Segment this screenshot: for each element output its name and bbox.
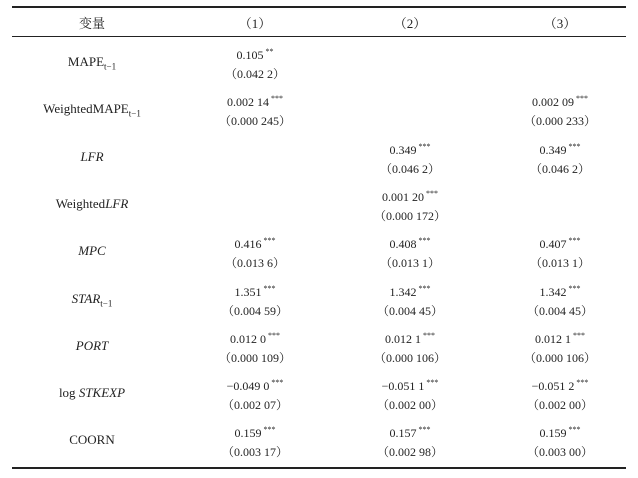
standard-error: （0.002 00） (376, 398, 443, 413)
cell-col-2 (335, 137, 485, 179)
cell-col-2 (335, 279, 485, 321)
significance-stars: *** (418, 425, 431, 435)
cell-col-2 (335, 231, 485, 273)
table-row (0, 277, 638, 324)
cell-col-1 (185, 89, 325, 131)
significance-stars: *** (576, 378, 589, 388)
coefficient: 0.012 1 (385, 331, 421, 346)
coefficient: 0.002 14 (227, 95, 269, 110)
table-row (0, 87, 638, 134)
cell-col-3 (485, 373, 635, 415)
cell-col-3 (485, 420, 635, 462)
coefficient: −0.051 1 (381, 379, 425, 394)
row-variable-name (12, 385, 172, 403)
standard-error: （0.004 59） (221, 303, 288, 318)
cell-col-3 (485, 184, 635, 207)
significance-stars: *** (426, 378, 439, 388)
significance-stars: *** (271, 378, 284, 388)
coefficient: 0.105 (236, 48, 264, 62)
significance-stars: *** (568, 425, 581, 435)
variable-name-italic: MPC (78, 243, 106, 259)
cell-col-2 (335, 42, 485, 65)
standard-error: （0.002 07） (221, 398, 288, 413)
coefficient: 0.012 0 (230, 331, 266, 346)
variable-name-italic: LFR (105, 195, 129, 211)
table-row (0, 324, 638, 371)
cell-col-2 (335, 420, 485, 462)
standard-error: （0.013 1） (529, 256, 590, 271)
header-variable: 变量 (78, 16, 105, 31)
cell-col-2 (335, 89, 485, 112)
variable-name-subscript: t−1 (104, 61, 117, 72)
variable-name-italic: LFR (80, 148, 104, 164)
significance-stars: *** (423, 330, 435, 340)
coefficient: 0.002 09 (532, 95, 574, 110)
standard-error: （0.000 109） (218, 350, 291, 365)
standard-error: （0.013 6） (224, 256, 285, 271)
row-variable-name (12, 54, 172, 72)
coefficient: 0.416 (234, 237, 262, 252)
cell-col-3 (485, 326, 635, 368)
coefficient: 0.349 (539, 142, 567, 157)
cell-col-2 (335, 184, 485, 226)
coefficient: 1.342 (539, 284, 567, 299)
coefficient: 0.012 1 (535, 331, 571, 346)
variable-name-italic: STAR (71, 290, 101, 306)
table-row (0, 40, 638, 87)
table-top-rule (12, 6, 626, 8)
cell-col-1 (185, 42, 325, 84)
row-variable-name (12, 291, 172, 309)
standard-error: （0.000 172） (373, 208, 446, 223)
coefficient: 1.351 (234, 284, 262, 299)
variable-name-text: log (58, 385, 79, 401)
cell-col-1 (185, 137, 325, 160)
coefficient: 0.349 (389, 142, 417, 157)
variable-name-subscript: t−1 (100, 298, 113, 309)
standard-error: （0.004 45） (376, 303, 443, 318)
coefficient: 0.407 (539, 237, 567, 252)
standard-error: （0.013 1） (379, 256, 440, 271)
cell-col-3 (485, 279, 635, 321)
significance-stars: *** (263, 283, 276, 293)
standard-error: （0.003 00） (526, 445, 593, 460)
cell-col-1 (185, 231, 325, 273)
variable-name-italic: PORT (75, 337, 109, 353)
table-row (0, 418, 638, 465)
standard-error: （0.000 245） (218, 114, 291, 129)
row-variable-name (12, 101, 172, 119)
coefficient: 0.157 (389, 426, 417, 441)
standard-error: （0.046 2） (379, 161, 440, 176)
coefficient: 0.408 (389, 237, 417, 252)
variable-name-subscript: t−1 (128, 108, 141, 119)
significance-stars: *** (568, 141, 581, 151)
standard-error: （0.002 00） (526, 398, 593, 413)
table-bottom-rule (12, 467, 626, 469)
significance-stars: *** (426, 188, 438, 198)
cell-col-3 (485, 89, 635, 131)
cell-col-1 (185, 326, 325, 368)
coefficient: 0.001 20 (382, 189, 424, 204)
significance-stars: *** (418, 236, 431, 246)
header-col-3: （3） (543, 16, 577, 31)
significance-stars: ** (265, 47, 274, 56)
row-variable-name (12, 196, 172, 214)
significance-stars: *** (263, 236, 276, 246)
significance-stars: *** (418, 283, 431, 293)
coefficient: 1.342 (389, 284, 417, 299)
cell-col-2 (335, 326, 485, 368)
variable-name-text: WeightedMAPE (43, 101, 129, 117)
table-header-rule (12, 36, 626, 37)
table-row (0, 182, 638, 229)
cell-col-1 (185, 279, 325, 321)
significance-stars: *** (568, 236, 581, 246)
variable-name-text: MAPE (67, 54, 105, 69)
row-variable-name (12, 243, 172, 261)
significance-stars: *** (268, 330, 280, 340)
coefficient: −0.049 0 (226, 379, 270, 394)
table-row (0, 371, 638, 418)
cell-col-3 (485, 137, 635, 179)
variable-name-text: COORN (69, 432, 115, 448)
header-col-2: （2） (393, 16, 427, 31)
table-row (0, 229, 638, 276)
significance-stars: *** (418, 141, 431, 151)
standard-error: （0.003 17） (221, 445, 288, 460)
cell-col-1 (185, 420, 325, 462)
variable-name-text: Weighted (55, 195, 106, 211)
significance-stars: *** (576, 94, 588, 104)
table-row (0, 135, 638, 182)
row-variable-name (12, 149, 172, 167)
cell-col-1 (185, 373, 325, 415)
coefficient: 0.159 (539, 426, 567, 441)
standard-error: （0.000 106） (523, 350, 596, 365)
row-variable-name (12, 338, 172, 356)
coefficient: 0.159 (234, 426, 262, 441)
cell-col-2 (335, 373, 485, 415)
significance-stars: *** (263, 425, 276, 435)
significance-stars: *** (271, 94, 283, 104)
coefficient: −0.051 2 (531, 379, 575, 394)
standard-error: （0.002 98） (376, 445, 443, 460)
cell-col-3 (485, 231, 635, 273)
standard-error: （0.000 106） (373, 350, 446, 365)
significance-stars: *** (573, 330, 585, 340)
cell-col-3 (485, 42, 635, 65)
standard-error: （0.042 2） (224, 67, 285, 81)
standard-error: （0.046 2） (529, 161, 590, 176)
standard-error: （0.000 233） (523, 114, 596, 129)
header-col-1: （1） (238, 16, 272, 31)
significance-stars: *** (568, 283, 581, 293)
row-variable-name (12, 432, 172, 450)
variable-name-italic: STKEXP (78, 385, 126, 401)
cell-col-1 (185, 184, 325, 207)
standard-error: （0.004 45） (526, 303, 593, 318)
